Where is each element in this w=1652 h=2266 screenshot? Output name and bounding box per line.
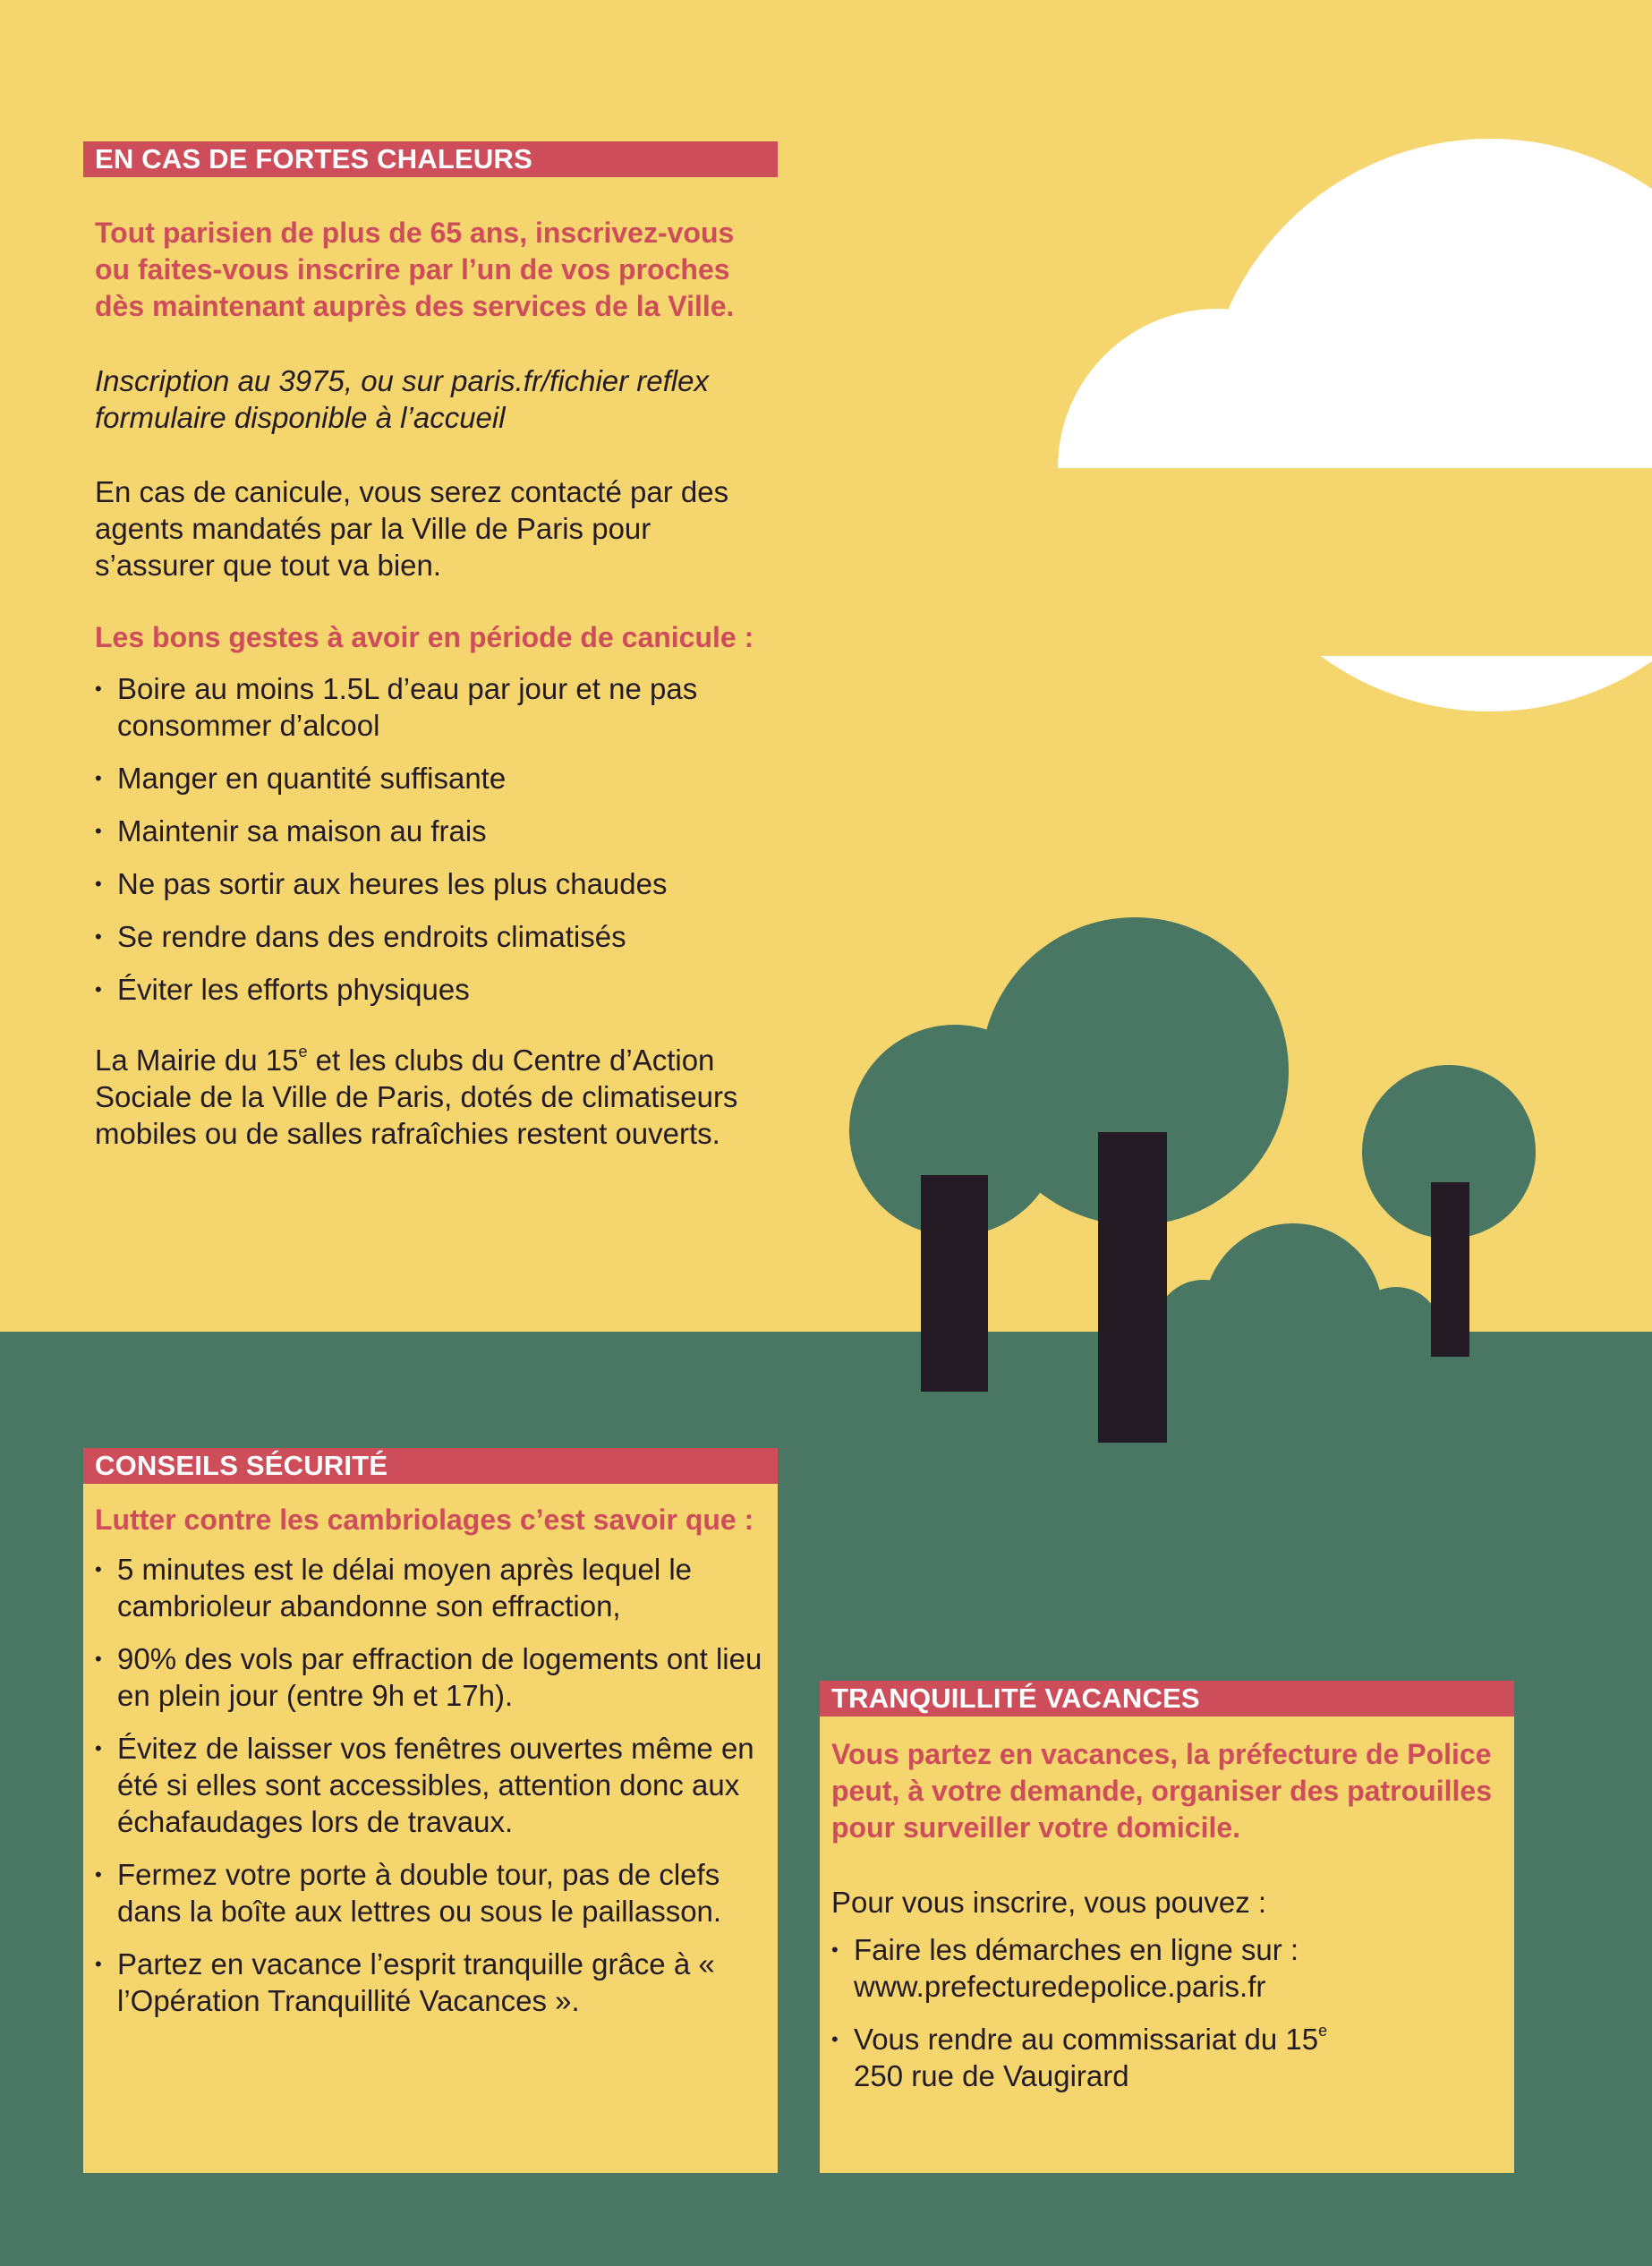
vacances-options-list	[831, 1931, 1503, 2094]
list-item: • 90% des vols par effraction de logements ont lieu en plein jour (entre 9h et 17h).	[95, 1640, 766, 1714]
mairie-closing-text	[95, 1042, 766, 1152]
list-item: • Ne pas sortir aux heures les plus chaudes	[95, 865, 766, 902]
list-item: • 5 minutes est le délai moyen après lequel le cambrioleur abandonne son effraction,	[95, 1551, 766, 1624]
inscription-info	[95, 362, 766, 436]
closing-text-end: et les clubs du Centre d’Action Sociale de la Ville de Paris, dotés de climatiseurs mobiles ou de salles rafraîchies restent ouverts.	[95, 1044, 738, 1150]
vacances-section-title: TRANQUILLITÉ VACANCES	[820, 1681, 1514, 1717]
commissariat-address: 250 rue de Vaugirard	[854, 2059, 1129, 2092]
commissariat-text: Vous rendre au commissariat du 15	[854, 2023, 1319, 2056]
security-tips-list	[95, 1551, 766, 2019]
heat-section	[83, 141, 778, 1152]
list-item: • Maintenir sa maison au frais	[95, 813, 766, 849]
security-section	[83, 1448, 778, 2173]
inscription-line-1: Inscription au 3975, ou sur paris.fr/fichier reflex	[95, 364, 709, 397]
security-lead: Lutter contre les cambriolages c’est savoir que :	[95, 1504, 754, 1536]
list-item: • Évitez de laisser vos fenêtres ouvertes même en été si elles sont accessibles, attention donc aux échafaudages lors de travaux.	[95, 1730, 766, 1840]
list-item: • Manger en quantité suffisante	[95, 760, 766, 797]
vacances-lead: Vous partez en vacances, la préfecture de Police peut, à votre demande, organiser des patrouilles pour surveiller votre domicile.	[831, 1738, 1492, 1844]
commissariat-option-label	[854, 2021, 1503, 2057]
bush-illustration	[1154, 1223, 1441, 1402]
vacances-section	[820, 1681, 1514, 2173]
list-item: • Partez en vacance l’esprit tranquille grâce à « l’Opération Tranquillité Vacances ».	[95, 1946, 766, 2019]
commissariat-superscript: e	[1318, 2022, 1328, 2040]
gestures-title: Les bons gestes à avoir en période de canicule :	[95, 621, 754, 653]
vacances-intro: Pour vous inscrire, vous pouvez :	[831, 1886, 1267, 1919]
list-item: • Boire au moins 1.5L d’eau par jour et ne pas consommer d’alcool	[95, 670, 766, 744]
canicule-contact-text: En cas de canicule, vous serez contacté par des agents mandatés par la Ville de Paris pour s’assurer que tout va bien.	[95, 475, 729, 582]
online-option-label: • Faire les démarches en ligne sur :	[854, 1933, 1299, 1966]
closing-superscript: e	[298, 1043, 308, 1061]
list-item	[831, 2021, 1503, 2094]
prefecture-website-link[interactable]: www.prefecturedepolice.paris.fr	[854, 1970, 1266, 2003]
list-item: • Se rendre dans des endroits climatisés	[95, 918, 766, 955]
closing-text-start: La Mairie du 15	[95, 1044, 299, 1077]
inscription-line-2: formulaire disponible à l’accueil	[95, 401, 506, 434]
list-item	[831, 1931, 1503, 2005]
list-item: • Fermez votre porte à double tour, pas de clefs dans la boîte aux lettres ou sous le paillasson.	[95, 1856, 766, 1930]
list-item: • Éviter les efforts physiques	[95, 971, 766, 1008]
cloud-illustration	[1058, 139, 1652, 711]
heat-section-title: EN CAS DE FORTES CHALEURS	[83, 141, 778, 177]
gestures-list	[95, 670, 766, 1008]
heat-lead: Tout parisien de plus de 65 ans, inscrivez-vous ou faites-vous inscrire par l’un de vos proches dès maintenant auprès des services de la Ville.	[95, 217, 735, 322]
security-section-title: CONSEILS SÉCURITÉ	[83, 1448, 778, 1484]
